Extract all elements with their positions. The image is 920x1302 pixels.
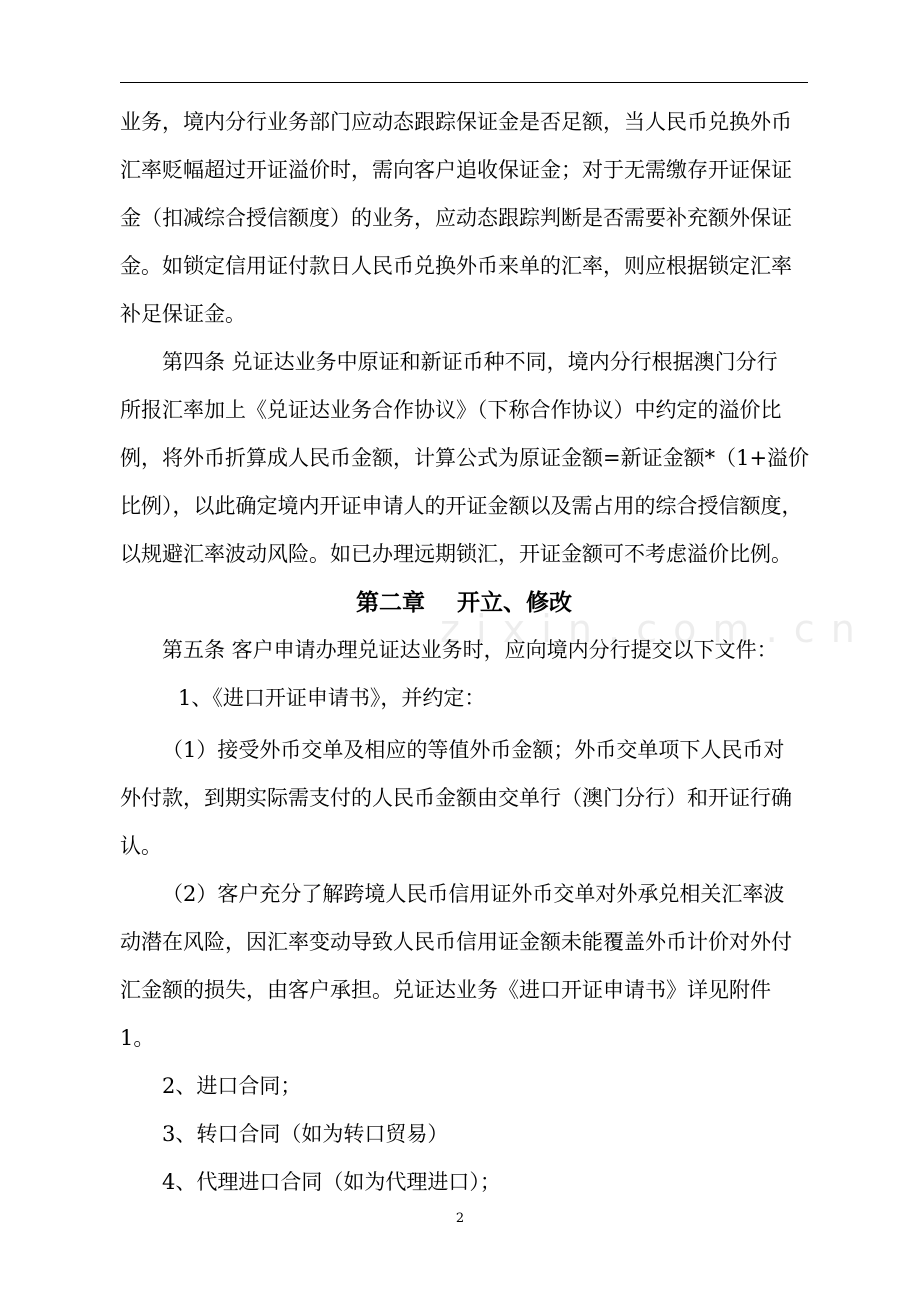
- article-4-line: 所报汇率加上《兑证达业务合作协议》（下称合作协议）中约定的溢价比: [120, 398, 782, 422]
- chapter-heading: 第二章 开立、修改: [355, 589, 573, 616]
- article-4-line: 比例），以此确定境内开证申请人的开证金额以及需占用的综合授信额度，: [120, 494, 803, 518]
- article-5-sub-1-line: （1）接受外币交单及相应的等值外币金额；外币交单项下人民币对: [162, 738, 785, 762]
- article-5-item-3: 3、转口合同（如为转口贸易）: [162, 1122, 449, 1146]
- article-4-line: 例，将外币折算成人民币金额，计算公式为原证金额=新证金额*（1+溢价: [120, 446, 810, 470]
- article-5-sub-2-line: 动潜在风险，因汇率变动导致人民币信用证金额未能覆盖外币计价对外付: [120, 930, 792, 954]
- header-rule: [120, 82, 808, 83]
- article-4-line: 第四条 兑证达业务中原证和新证币种不同，境内分行根据澳门分行: [162, 350, 778, 374]
- article-4-line: 以规避汇率波动风险。如已办理远期锁汇，开证金额可不考虑溢价比例。: [120, 542, 792, 566]
- article-5-sub-2-line: （2）客户充分了解跨境人民币信用证外币交单对外承兑相关汇率波: [162, 882, 785, 906]
- article-5-sub-2-line: 1。: [120, 1026, 155, 1050]
- paragraph-line: 汇率贬幅超过开证溢价时，需向客户追收保证金；对于无需缴存开证保证: [120, 158, 792, 182]
- article-5-sub-2-line: 汇金额的损失，由客户承担。兑证达业务《进口开证申请书》详见附件: [120, 978, 771, 1002]
- article-5-sub-1-line: 认。: [120, 834, 162, 858]
- article-5-sub-1-line: 外付款，到期实际需支付的人民币金额由交单行（澳门分行）和开证行确: [120, 786, 792, 810]
- article-5-item-4: 4、代理进口合同（如为代理进口）；: [162, 1170, 501, 1194]
- paragraph-line: 补足保证金。: [120, 302, 246, 326]
- paragraph-line: 金（扣减综合授信额度）的业务，应动态跟踪判断是否需要补充额外保证: [120, 206, 792, 230]
- article-5-item-2: 2、进口合同；: [162, 1074, 302, 1098]
- svg-text:z i x i n . c o m . c n: z i x i n . c o m . c n: [440, 607, 857, 651]
- paragraph-line: 金。如锁定信用证付款日人民币兑换外币来单的汇率，则应根据锁定汇率: [120, 254, 792, 278]
- paragraph-line: 业务，境内分行业务部门应动态跟踪保证金是否足额，当人民币兑换外币: [120, 110, 792, 134]
- article-5-item-1: 1、《进口开证申请书》，并约定：: [178, 686, 486, 710]
- page-number: 2: [455, 1211, 465, 1226]
- article-5-intro: 第五条 客户申请办理兑证达业务时，应向境内分行提交以下文件：: [162, 638, 778, 662]
